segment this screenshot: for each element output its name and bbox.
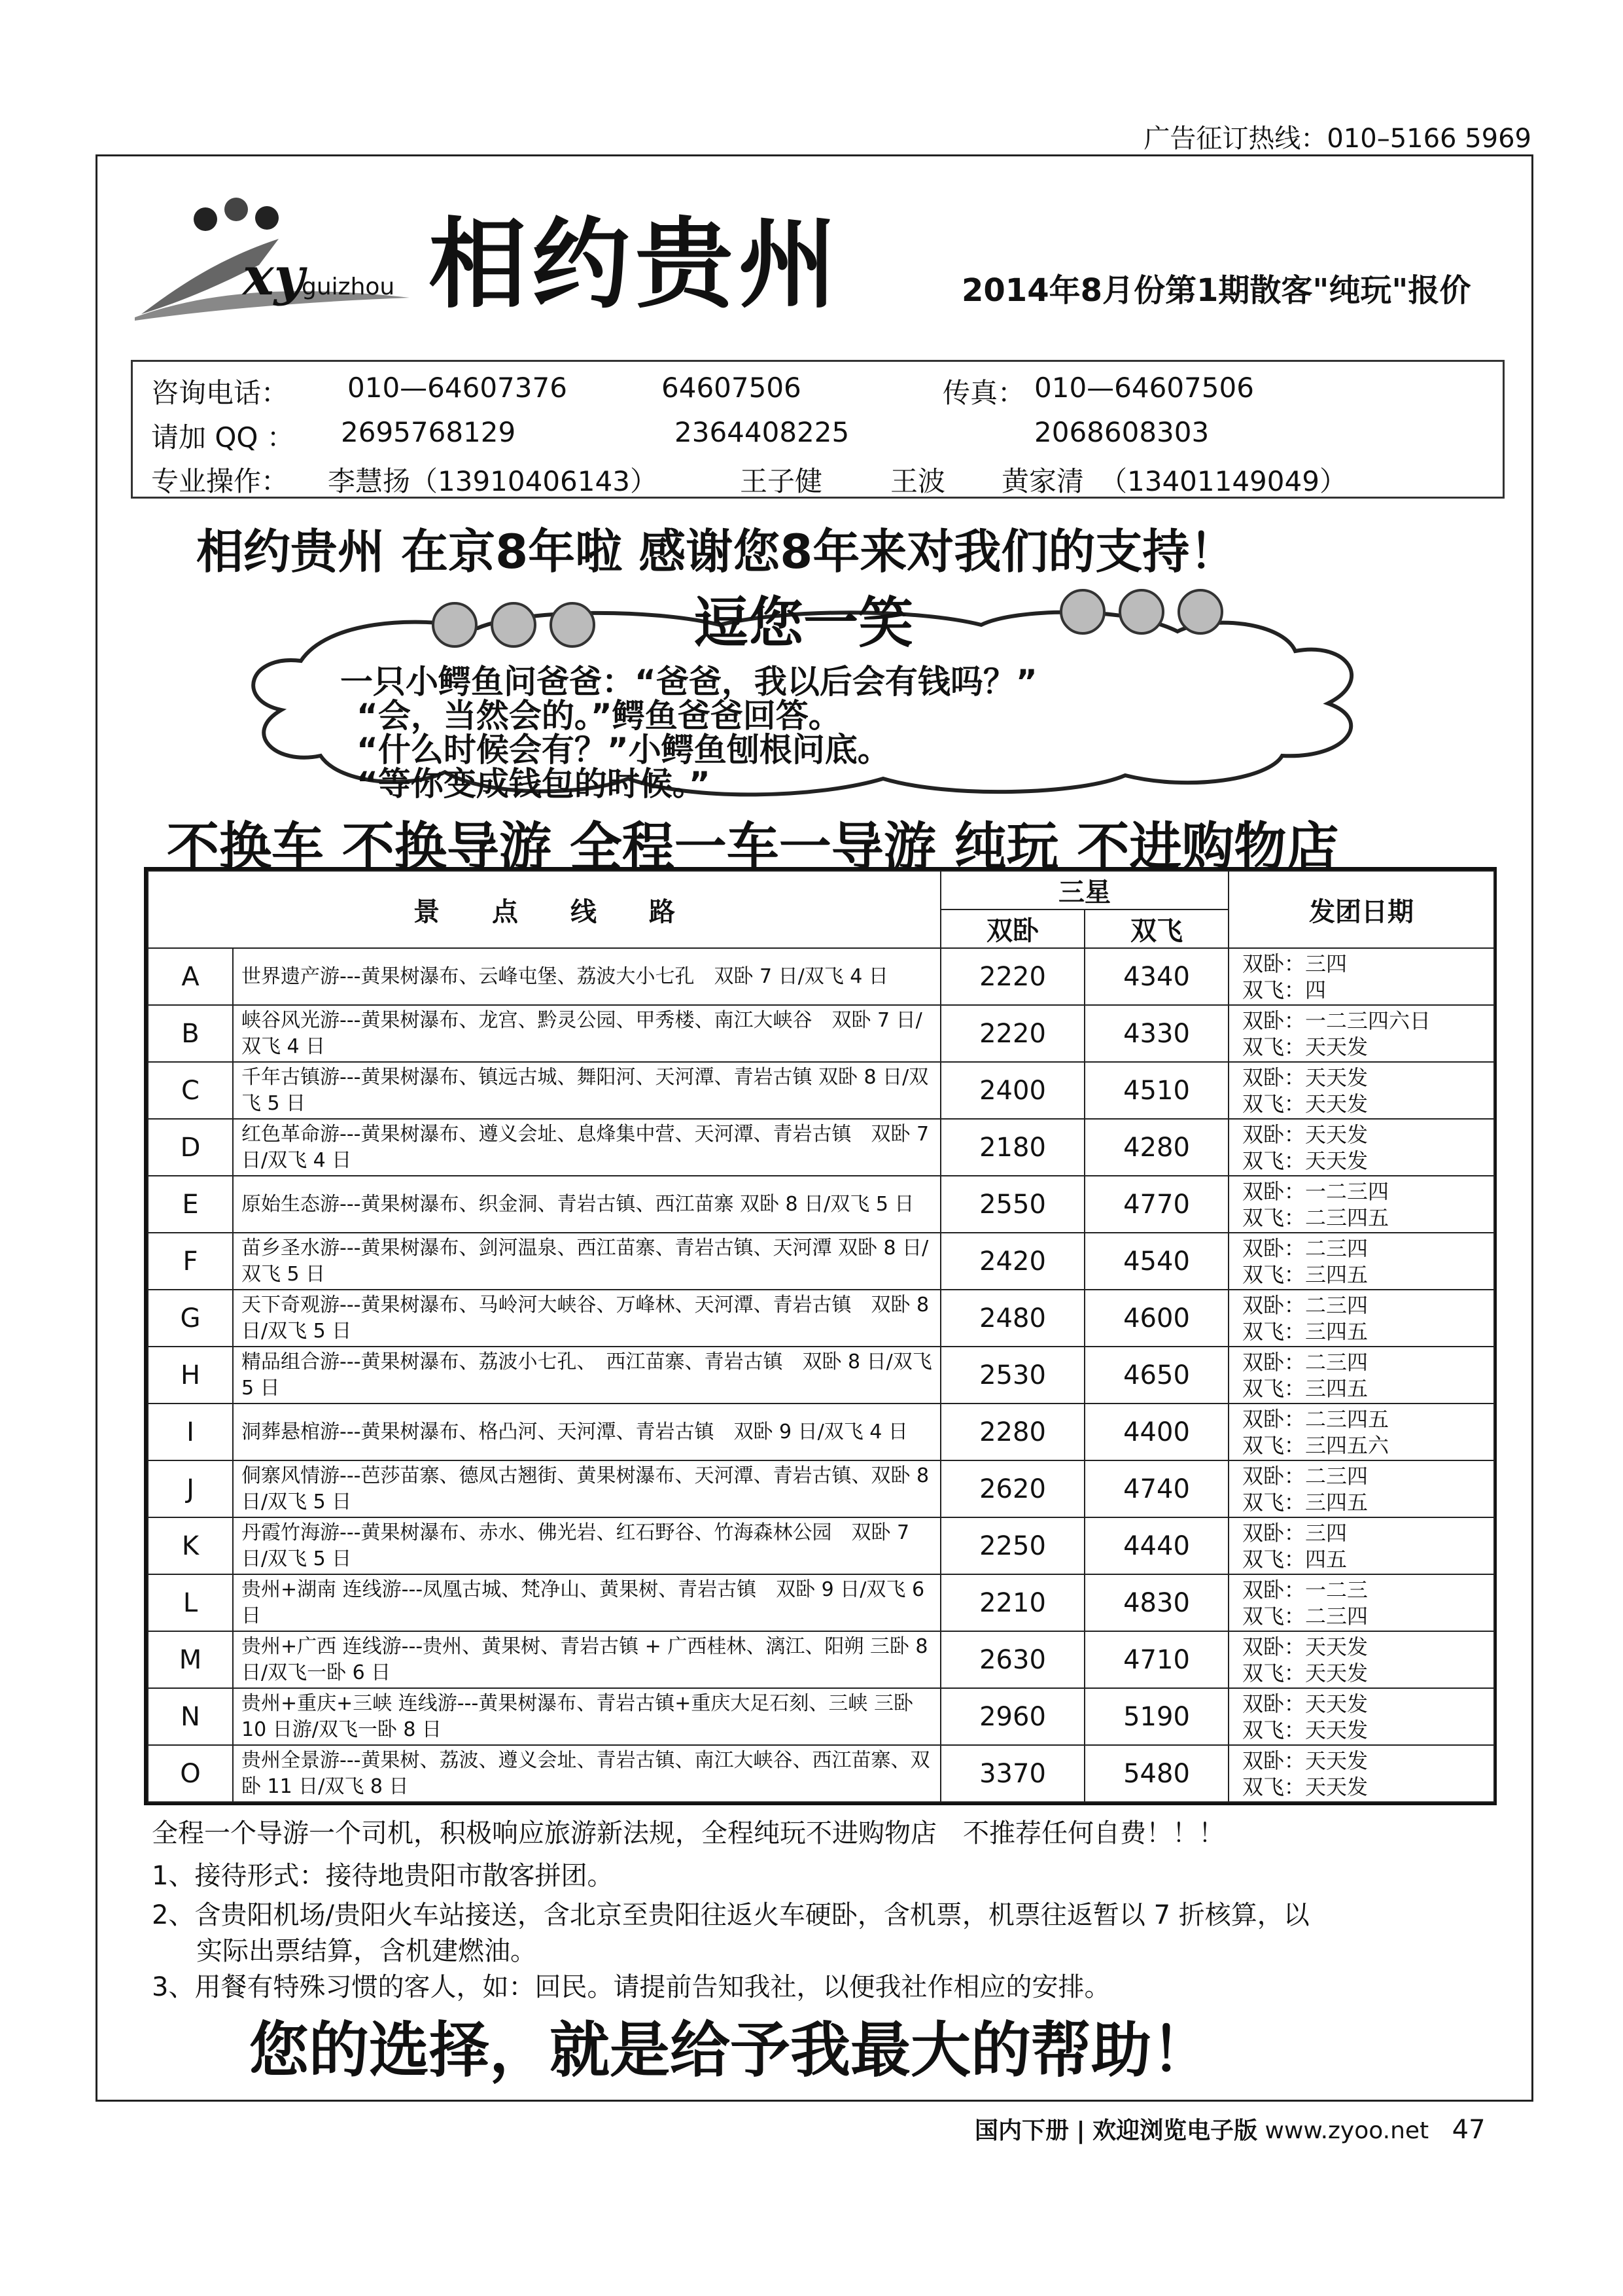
table-row xyxy=(148,1062,1494,1119)
dates-train: 双卧：天天发 xyxy=(1242,1634,1369,1659)
route-code: M xyxy=(148,1631,233,1688)
route-description: 苗乡圣水游---黄果树瀑布、剑河温泉、西江苗寨、青岩古镇、天河潭 双卧 8 日/双飞 5 日 xyxy=(233,1233,941,1290)
departure-dates xyxy=(1229,1119,1494,1176)
laughing-face-icon xyxy=(1178,589,1223,635)
price-train: 2420 xyxy=(941,1233,1085,1290)
price-flight: 4650 xyxy=(1085,1347,1229,1404)
departure-dates xyxy=(1229,1631,1494,1688)
route-description: 洞葬悬棺游---黄果树瀑布、格凸河、天河潭、青岩古镇 双卧 9 日/双飞 4 日 xyxy=(233,1404,941,1460)
staff-2: 王子健 xyxy=(740,465,823,497)
dates-train: 双卧：天天发 xyxy=(1242,1691,1369,1716)
joke-line: 一只小鳄鱼问爸爸：“爸爸，我以后会有钱吗？” xyxy=(340,663,1038,701)
route-description: 峡谷风光游---黄果树瀑布、龙宫、黔灵公园、甲秀楼、南江大峡谷 双卧 7 日/双飞 4 日 xyxy=(233,1005,941,1062)
departure-dates xyxy=(1229,1347,1494,1404)
brand-logo xyxy=(128,186,416,324)
dates-flight: 双飞：三四五 xyxy=(1242,1318,1369,1344)
price-flight: 4510 xyxy=(1085,1062,1229,1119)
price-train: 2250 xyxy=(941,1517,1085,1574)
col-route-header: 景 点 线 路 xyxy=(148,871,941,948)
route-code: E xyxy=(148,1176,233,1233)
route-description: 贵州全景游---黄果树、荔波、遵义会址、青岩古镇、南江大峡谷、西江苗寨、双卧 11 日/双飞 8 日 xyxy=(233,1745,941,1802)
departure-dates xyxy=(1229,1233,1494,1290)
dates-train: 双卧：一二三 xyxy=(1242,1577,1369,1602)
route-code: L xyxy=(148,1574,233,1631)
table-row xyxy=(148,1574,1494,1631)
dates-flight: 双飞：二三四五 xyxy=(1242,1205,1389,1230)
price-train: 2220 xyxy=(941,1005,1085,1062)
joke-title: 逗您一笑 xyxy=(693,591,914,655)
dates-flight: 双飞：三四五六 xyxy=(1242,1432,1389,1458)
price-train: 2620 xyxy=(941,1460,1085,1517)
qq-3: 2068608303 xyxy=(1034,416,1210,448)
price-train: 2530 xyxy=(941,1347,1085,1404)
laughing-face-icon xyxy=(432,602,478,648)
price-train: 2280 xyxy=(941,1404,1085,1460)
price-table xyxy=(144,867,1497,1805)
brand-title: 相约贵州 xyxy=(428,208,843,322)
route-description: 世界遗产游---黄果树瀑布、云峰屯堡、荔波大小七孔 双卧 7 日/双飞 4 日 xyxy=(233,948,941,1005)
route-code: A xyxy=(148,948,233,1005)
route-code: O xyxy=(148,1745,233,1802)
anniversary-thanks: 相约贵州 在京8年啦 感谢您8年来对我们的支持！ xyxy=(196,524,1237,579)
col-train-header: 双卧 xyxy=(941,910,1085,948)
route-code: B xyxy=(148,1005,233,1062)
note-summary: 全程一个导游一个司机，积极响应旅游新法规，全程纯玩不进购物店 不推荐任何自费！！！ xyxy=(152,1818,1225,1848)
route-description: 丹霞竹海游---黄果树瀑布、赤水、佛光岩、红石野谷、竹海森林公园 双卧 7 日/双飞 5 日 xyxy=(233,1517,941,1574)
laughing-face-icon xyxy=(550,602,595,648)
footer-divider: | xyxy=(1076,2117,1085,2144)
table-row xyxy=(148,1005,1494,1062)
price-train: 2220 xyxy=(941,948,1085,1005)
footer-section: 国内下册 xyxy=(975,2117,1070,2144)
note-2: 2、含贵阳机场/贵阳火车站接送，含北京至贵阳往返火车硬卧，含机票，机票往返暂以 7 折核算，以 xyxy=(152,1900,1310,1930)
dates-flight: 双飞：四 xyxy=(1242,977,1327,1002)
dates-train: 双卧：二三四 xyxy=(1242,1349,1369,1375)
price-train: 2960 xyxy=(941,1688,1085,1745)
issue-title: 2014年8月份第1期散客"纯玩"报价 xyxy=(962,272,1471,309)
note-3: 3、用餐有特殊习惯的客人，如：回民。请提前告知我社，以便我社作相应的安排。 xyxy=(152,1972,1111,2002)
col-flight-header: 双飞 xyxy=(1085,910,1229,948)
phone-2: 64607506 xyxy=(661,372,801,404)
price-flight: 4330 xyxy=(1085,1005,1229,1062)
route-description: 天下奇观游---黄果树瀑布、马岭河大峡谷、万峰林、天河潭、青岩古镇 双卧 8 日/双飞 5 日 xyxy=(233,1290,941,1347)
route-description: 原始生态游---黄果树瀑布、织金洞、青岩古镇、西江苗寨 双卧 8 日/双飞 5 日 xyxy=(233,1176,941,1233)
staff-label: 专业操作： xyxy=(151,465,289,497)
table-row xyxy=(148,1233,1494,1290)
qq-1: 2695768129 xyxy=(341,416,516,448)
logo-figure-head xyxy=(194,207,217,231)
route-description: 千年古镇游---黄果树瀑布、镇远古城、舞阳河、天河潭、青岩古镇 双卧 8 日/双飞 5 日 xyxy=(233,1062,941,1119)
price-flight: 4830 xyxy=(1085,1574,1229,1631)
departure-dates xyxy=(1229,1688,1494,1745)
ad-hotline: 广告征订热线：010–5166 5969 xyxy=(1143,124,1531,154)
svg-text:guizhou: guizhou xyxy=(302,274,395,300)
closing-slogan: 您的选择，就是给予我最大的帮助！ xyxy=(249,2015,1212,2085)
qq-2: 2364408225 xyxy=(674,416,850,448)
dates-flight: 双飞：三四五 xyxy=(1242,1489,1369,1515)
dates-train: 双卧：一二三四六日 xyxy=(1242,1008,1431,1033)
price-train: 3370 xyxy=(941,1745,1085,1802)
logo-figure-head xyxy=(255,206,279,230)
footer xyxy=(975,2112,1486,2146)
laughing-face-icon xyxy=(1119,589,1164,635)
route-description: 红色革命游---黄果树瀑布、遵义会址、息烽集中营、天河潭、青岩古镇 双卧 7 日/双飞 4 日 xyxy=(233,1119,941,1176)
price-train: 2550 xyxy=(941,1176,1085,1233)
table-row xyxy=(148,1745,1494,1802)
fax-label: 传真： xyxy=(943,377,1026,409)
price-flight: 4710 xyxy=(1085,1631,1229,1688)
table-row xyxy=(148,1347,1494,1404)
page-number: 47 xyxy=(1452,2115,1486,2145)
price-train: 2480 xyxy=(941,1290,1085,1347)
dates-train: 双卧：一二三四 xyxy=(1242,1178,1389,1204)
departure-dates xyxy=(1229,1290,1494,1347)
route-code: J xyxy=(148,1460,233,1517)
service-slogan: 不换车 不换导游 全程一车一导游 纯玩 不进购物店 xyxy=(167,817,1339,877)
logo-text: xy xyxy=(243,245,305,307)
dates-train: 双卧：三四 xyxy=(1242,951,1348,976)
table-row xyxy=(148,1290,1494,1347)
table-row xyxy=(148,948,1494,1005)
departure-dates xyxy=(1229,1404,1494,1460)
route-code: C xyxy=(148,1062,233,1119)
dates-train: 双卧：天天发 xyxy=(1242,1122,1369,1147)
price-flight: 4440 xyxy=(1085,1517,1229,1574)
price-flight: 5480 xyxy=(1085,1745,1229,1802)
route-code: D xyxy=(148,1119,233,1176)
route-code: N xyxy=(148,1688,233,1745)
departure-dates xyxy=(1229,1005,1494,1062)
table-row xyxy=(148,1688,1494,1745)
joke-line: “什么时候会有？”小鳄鱼刨根问底。 xyxy=(357,731,890,769)
logo-figure-head xyxy=(224,198,248,221)
staff-1: 李慧扬（13910406143） xyxy=(328,465,657,497)
price-flight: 5190 xyxy=(1085,1688,1229,1745)
dates-flight: 双飞：天天发 xyxy=(1242,1717,1369,1742)
route-description: 侗寨风情游---芭莎苗寨、德凤古翘街、黄果树瀑布、天河潭、青岩古镇、双卧 8 日/双飞 5 日 xyxy=(233,1460,941,1517)
fax-number: 010—64607506 xyxy=(1034,372,1254,404)
qq-label: 请加 QQ ： xyxy=(151,421,294,453)
departure-dates xyxy=(1229,1176,1494,1233)
laughing-face-icon xyxy=(491,602,536,648)
dates-flight: 双飞：天天发 xyxy=(1242,1091,1369,1116)
price-flight: 4400 xyxy=(1085,1404,1229,1460)
dates-flight: 双飞：天天发 xyxy=(1242,1148,1369,1173)
dates-train: 双卧：二三四五 xyxy=(1242,1406,1389,1432)
dates-flight: 双飞：二三四 xyxy=(1242,1603,1369,1629)
col-dates-header: 发团日期 xyxy=(1229,871,1494,948)
table-row xyxy=(148,1119,1494,1176)
departure-dates xyxy=(1229,1517,1494,1574)
dates-flight: 双飞：四五 xyxy=(1242,1546,1348,1572)
price-flight: 4600 xyxy=(1085,1290,1229,1347)
departure-dates xyxy=(1229,1062,1494,1119)
note-1: 1、接待形式：接待地贵阳市散客拼团。 xyxy=(152,1861,614,1891)
route-description: 贵州+广西 连线游---贵州、黄果树、青岩古镇 + 广西桂林、漓江、阳朔 三卧 8 日/双飞一卧 6 日 xyxy=(233,1631,941,1688)
joke-line: “会，当然会的。”鳄鱼爸爸回答。 xyxy=(357,697,841,735)
staff-3: 王波 xyxy=(890,465,946,497)
route-code: K xyxy=(148,1517,233,1574)
footer-website-link[interactable]: www.zyoo.net xyxy=(1265,2117,1429,2144)
departure-dates xyxy=(1229,1574,1494,1631)
table-row xyxy=(148,1517,1494,1574)
joke-line: “等你变成钱包的时候。” xyxy=(357,765,710,803)
route-code: I xyxy=(148,1404,233,1460)
price-train: 2180 xyxy=(941,1119,1085,1176)
price-flight: 4770 xyxy=(1085,1176,1229,1233)
route-description: 贵州+重庆+三峡 连线游---黄果树瀑布、青岩古镇+重庆大足石刻、三峡 三卧 10 日游/双飞一卧 8 日 xyxy=(233,1688,941,1745)
table-row xyxy=(148,1404,1494,1460)
contact-box xyxy=(131,360,1505,499)
footer-welcome: 欢迎浏览电子版 xyxy=(1092,2117,1258,2144)
route-description: 贵州+湖南 连线游---凤凰古城、梵净山、黄果树、青岩古镇 双卧 9 日/双飞 6 日 xyxy=(233,1574,941,1631)
price-flight: 4540 xyxy=(1085,1233,1229,1290)
route-code: F xyxy=(148,1233,233,1290)
price-train: 2400 xyxy=(941,1062,1085,1119)
price-flight: 4740 xyxy=(1085,1460,1229,1517)
departure-dates xyxy=(1229,948,1494,1005)
staff-4: 黄家清 xyxy=(1002,465,1085,497)
table-row xyxy=(148,1176,1494,1233)
dates-flight: 双飞：天天发 xyxy=(1242,1034,1369,1059)
col-star-header: 三星 xyxy=(941,871,1229,910)
route-code: H xyxy=(148,1347,233,1404)
dates-flight: 双飞：三四五 xyxy=(1242,1375,1369,1401)
departure-dates xyxy=(1229,1460,1494,1517)
dates-train: 双卧：二三四 xyxy=(1242,1235,1369,1261)
laughing-face-icon xyxy=(1060,589,1106,635)
departure-dates xyxy=(1229,1745,1494,1802)
phone-label: 咨询电话： xyxy=(151,377,289,409)
table-row xyxy=(148,1631,1494,1688)
dates-train: 双卧：三四 xyxy=(1242,1520,1348,1545)
route-code: G xyxy=(148,1290,233,1347)
table-row xyxy=(148,1460,1494,1517)
dates-flight: 双飞：天天发 xyxy=(1242,1774,1369,1799)
price-flight: 4280 xyxy=(1085,1119,1229,1176)
route-description: 精品组合游---黄果树瀑布、荔波小七孔、 西江苗寨、青岩古镇 双卧 8 日/双飞 5 日 xyxy=(233,1347,941,1404)
dates-train: 双卧：二三四 xyxy=(1242,1463,1369,1489)
dates-train: 双卧：天天发 xyxy=(1242,1748,1369,1773)
price-train: 2630 xyxy=(941,1631,1085,1688)
price-train: 2210 xyxy=(941,1574,1085,1631)
price-flight: 4340 xyxy=(1085,948,1229,1005)
staff-4-phone: （13401149049） xyxy=(1100,465,1347,497)
dates-flight: 双飞：天天发 xyxy=(1242,1660,1369,1686)
phone-1: 010—64607376 xyxy=(347,372,567,404)
note-2-cont: 实际出票结算，含机建燃油。 xyxy=(196,1936,536,1966)
dates-flight: 双飞：三四五 xyxy=(1242,1262,1369,1287)
price-table-body xyxy=(148,948,1494,1802)
dates-train: 双卧：二三四 xyxy=(1242,1292,1369,1318)
dates-train: 双卧：天天发 xyxy=(1242,1065,1369,1090)
